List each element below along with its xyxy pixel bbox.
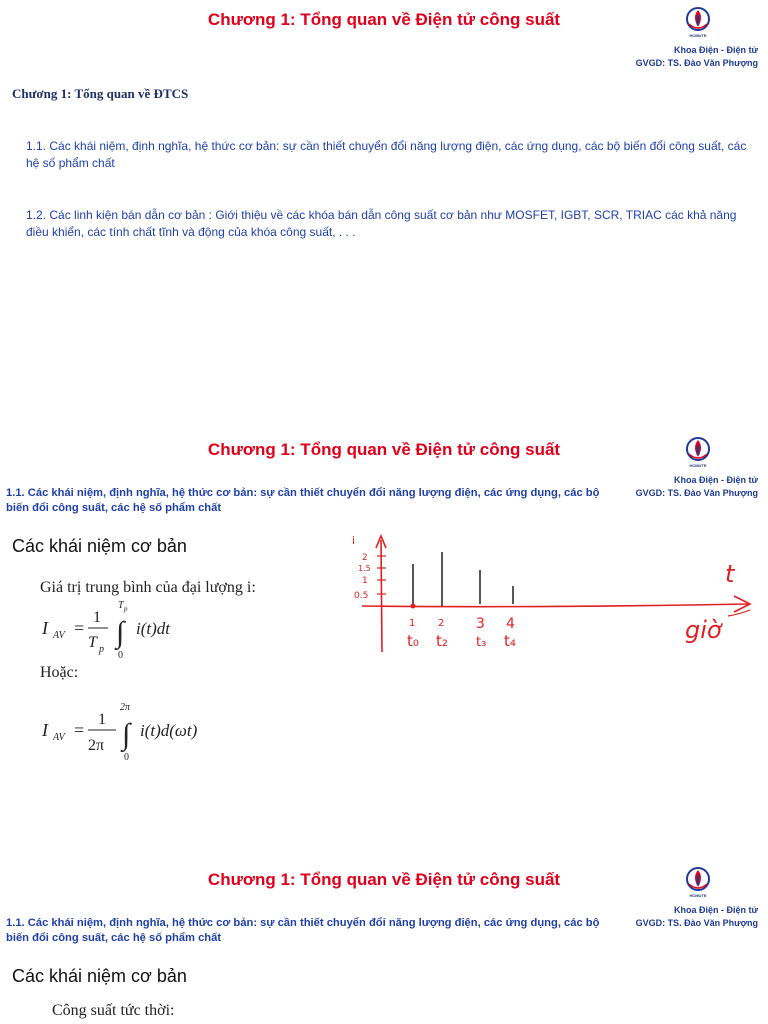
integral-upper: 2π — [120, 702, 131, 713]
average-formula-2pi — [36, 698, 246, 762]
slide-1 — [0, 0, 768, 420]
logo-caption: HCMUTE — [689, 33, 707, 38]
outline-item-1-1: 1.1. Các khái niệm, định nghĩa, hệ thức cơ bản: sự cần thiết chuyển đổi năng lượng điện, các ứng dụng, các bộ biến đổi công suất, các hệ số phẩm chất — [26, 139, 747, 170]
sketch-y-label: i — [352, 534, 356, 547]
slide-3 — [0, 860, 768, 1024]
integral-sign: ∫ — [122, 718, 131, 751]
integral-upper-sub: p — [124, 605, 128, 613]
formula-numerator: 1 — [93, 609, 101, 626]
chapter-title: Chương 1: Tổng quan về Điện tử công suất — [207, 870, 561, 889]
integral-upper: T — [118, 600, 124, 611]
sketch-t-axis-label: t — [725, 560, 735, 588]
or-label: Hoặc: — [40, 664, 79, 681]
department-name: Khoa Điện - Điện tử — [673, 45, 758, 55]
integral-sign: ∫ — [116, 616, 125, 649]
sketch-xtick-label: 1 — [409, 618, 416, 629]
sketch-y-axis — [381, 540, 382, 652]
instant-power-label: Công suất tức thời: — [52, 1002, 175, 1019]
sketch-ytick-label: 1.5 — [358, 564, 371, 573]
formula-denominator: T — [88, 634, 97, 651]
sketch-x-tail — [728, 610, 750, 616]
average-formula-tp — [36, 600, 216, 660]
average-value-label: Giá trị trung bình của đại lượng i: — [40, 579, 256, 596]
integral-lower: 0 — [124, 752, 129, 762]
lecturer-name: GVGD: TS. Đào Văn Phượng — [635, 918, 758, 928]
sketch-x-axis — [362, 604, 748, 607]
department-info — [636, 474, 758, 500]
sketch-xtick-label: 4 — [506, 616, 515, 632]
sketch-t-label: t₃ — [476, 635, 487, 650]
section-subtitle: 1.1. Các khái niệm, định nghĩa, hệ thức cơ bản: sự cần thiết chuyển đổi năng lượng điện, các ứng dụng, các bộ biến đổi công suất, các hệ số phẩm chất — [6, 487, 600, 514]
formula-integrand: i(t)dt — [136, 619, 170, 638]
formula-lhs-sub: AV — [53, 630, 65, 641]
department-info — [636, 44, 758, 70]
formula-lhs-sub: AV — [53, 732, 65, 743]
logo-caption: HCMUTE — [689, 893, 707, 898]
chapter-title: Chương 1: Tổng quan về Điện tử công suất — [207, 10, 561, 29]
formula-numerator: 1 — [98, 711, 106, 728]
sketch-xtick-label: 3 — [476, 616, 485, 632]
section-subtitle: 1.1. Các khái niệm, định nghĩa, hệ thức cơ bản: sự cần thiết chuyển đổi năng lượng điện, các ứng dụng, các bộ biến đổi công suất, các hệ số phẩm chất — [6, 917, 600, 944]
department-name: Khoa Điện - Điện tử — [673, 905, 758, 915]
sketch-point — [411, 604, 416, 609]
sketch-t-label: t₀ — [407, 632, 419, 650]
formula-equals: = — [74, 618, 85, 638]
lecturer-name: GVGD: TS. Đào Văn Phượng — [635, 58, 758, 68]
concept-heading: Các khái niệm cơ bản — [12, 966, 187, 986]
formula-lhs: I — [42, 618, 48, 638]
chapter-title: Chương 1: Tổng quan về Điện tử công suất — [207, 440, 561, 459]
handwritten-axis-sketch — [330, 522, 760, 662]
sketch-ytick-label: 2 — [362, 553, 368, 563]
chapter-outline-heading: Chương 1: Tổng quan về ĐTCS — [12, 86, 189, 101]
outline-item-1-2: 1.2. Các linh kiện bán dẫn cơ bản : Giới thiệu về các khóa bán dẫn công suất cơ bản như MOSFET, IGBT, SCR, TRIAC các khả năng điều khiển, các tính chất tĩnh và động của khóa công suất, . . . — [26, 208, 737, 239]
sketch-t-label: t₄ — [504, 632, 516, 650]
formula-equals: = — [74, 720, 85, 740]
lecturer-name: GVGD: TS. Đào Văn Phượng — [635, 488, 758, 498]
logo-caption: HCMUTE — [689, 463, 707, 468]
slide-2 — [0, 430, 768, 840]
concept-heading: Các khái niệm cơ bản — [12, 536, 187, 556]
department-name: Khoa Điện - Điện tử — [673, 475, 758, 485]
sketch-ytick-label: 0.5 — [354, 591, 369, 601]
formula-denominator-sub: p — [99, 644, 104, 655]
formula-lhs: I — [42, 720, 48, 740]
formula-denominator: 2π — [88, 737, 105, 754]
sketch-unit-label: giờ — [685, 616, 722, 644]
sketch-ytick-label: 1 — [362, 576, 368, 586]
integral-lower: 0 — [118, 650, 123, 660]
formula-integrand: i(t)d(ωt) — [140, 721, 198, 740]
department-info — [636, 904, 758, 930]
sketch-xtick-label: 2 — [438, 618, 445, 629]
sketch-t-label: t₂ — [436, 632, 448, 650]
